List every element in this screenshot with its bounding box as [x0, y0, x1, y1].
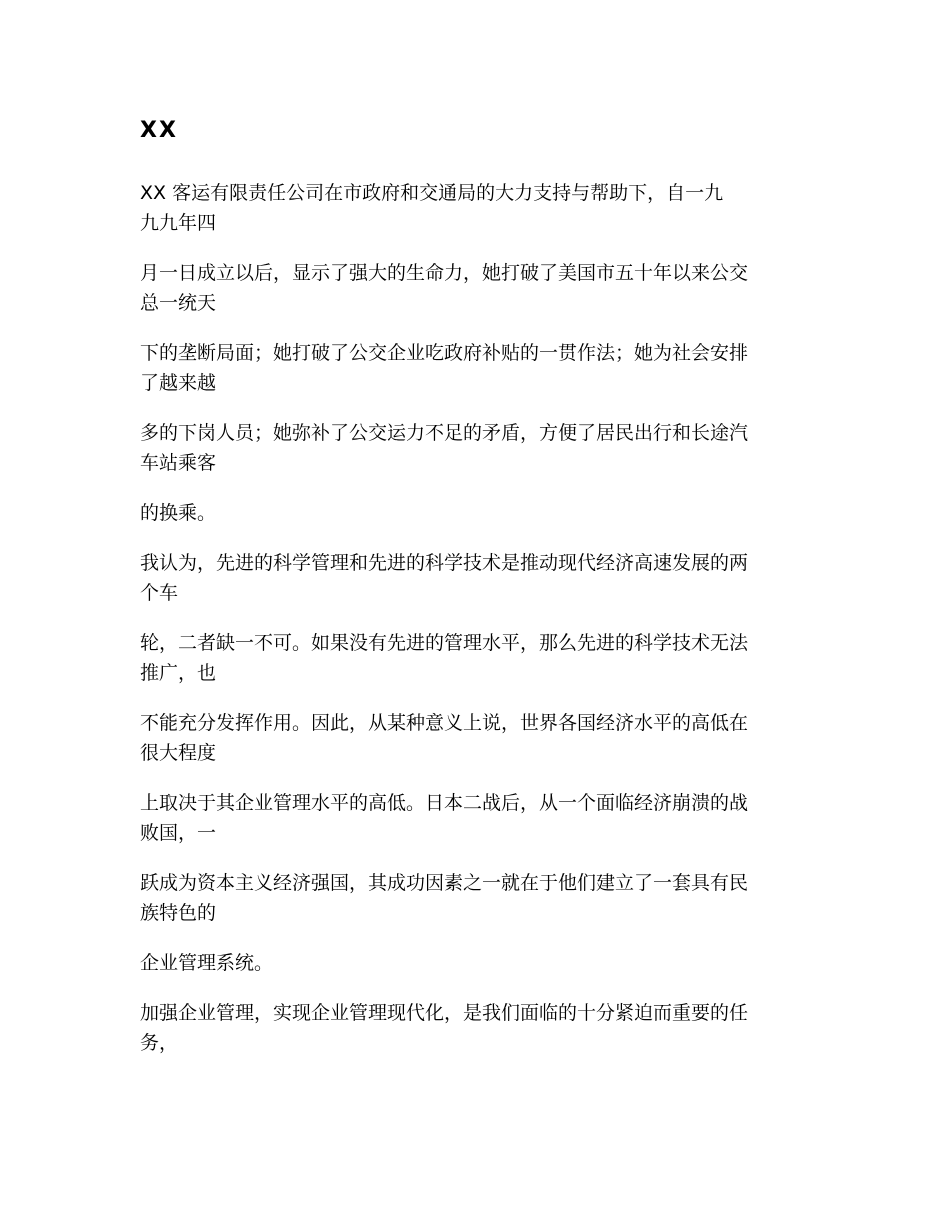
paragraph: 上取决于其企业管理水平的高低。日本二战后，从一个面临经济崩溃的战 败国，一: [140, 792, 749, 844]
document-body: [140, 178, 820, 1078]
paragraph: 企业管理系统。: [140, 952, 274, 974]
paragraph: 不能充分发挥作用。因此，从某种意义上说，世界各国经济水平的高低在 很大程度: [140, 712, 749, 764]
paragraph: 我认为，先进的科学管理和先进的科学技术是推动现代经济高速发展的两 个车: [140, 552, 749, 604]
paragraph: 加强企业管理，实现企业管理现代化，是我们面临的十分紧迫而重要的任 务，: [140, 1002, 749, 1054]
paragraph: 下的垄断局面；她打破了公交企业吃政府补贴的一贯作法；她为社会安排 了越来越: [140, 342, 749, 394]
paragraph: XX 客运有限责任公司在市政府和交通局的大力支持与帮助下，自一九 九九年四: [140, 182, 724, 234]
paragraph: 轮，二者缺一不可。如果没有先进的管理水平，那么先进的科学技术无法 推广，也: [140, 632, 749, 684]
document-title: XX: [140, 118, 178, 143]
paragraph: 多的下岗人员；她弥补了公交运力不足的矛盾，方便了居民出行和长途汽 车站乘客: [140, 422, 749, 474]
paragraph: 跃成为资本主义经济强国，其成功因素之一就在于他们建立了一套具有民 族特色的: [140, 872, 749, 924]
paragraph: 月一日成立以后，显示了强大的生命力，她打破了美国市五十年以来公交 总一统天: [140, 262, 749, 314]
paragraph: 的换乘。: [140, 502, 217, 524]
